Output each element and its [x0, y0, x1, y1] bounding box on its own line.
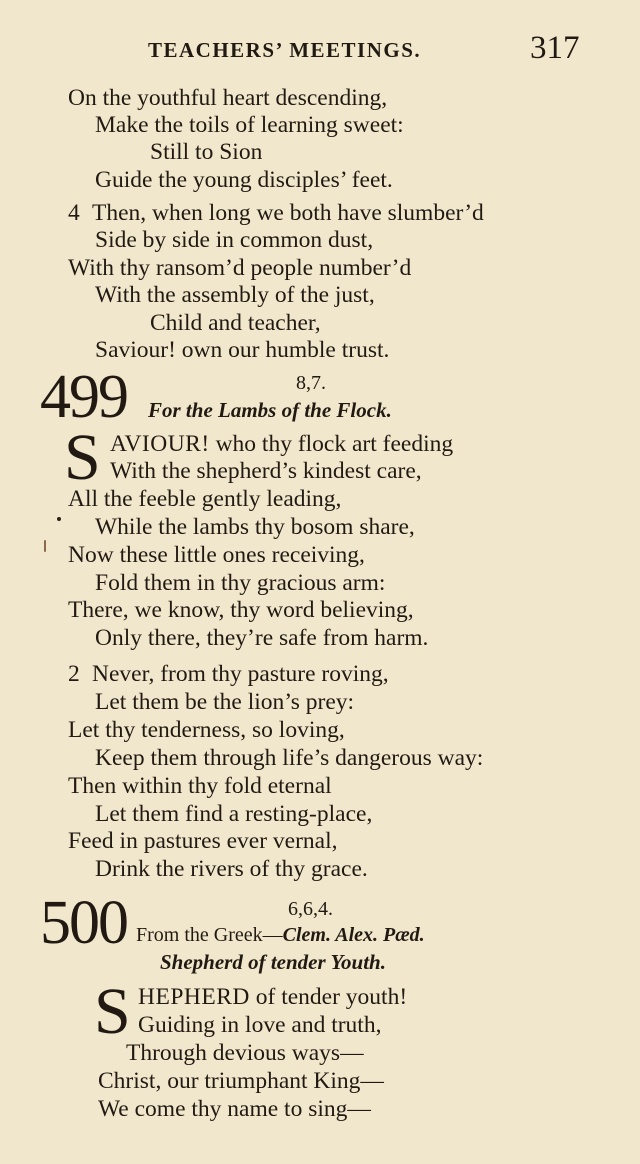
hymn-line: Christ, our triumphant King— — [98, 1068, 384, 1094]
verse-4-first-line — [68, 199, 484, 227]
page-header — [0, 30, 640, 70]
source-prefix: From the Greek— — [136, 924, 283, 946]
hymn-line: All the feeble gently leading, — [68, 486, 342, 512]
source-author: Clem. Alex. Pæd. — [282, 924, 425, 946]
first-word: HEPHERD — [138, 984, 250, 1010]
hymn-line: Then within thy fold eternal — [68, 773, 332, 799]
hymn-line: Make the toils of learning sweet: — [95, 112, 404, 138]
first-line-rest: who thy flock art feeding — [215, 431, 454, 457]
ink-speck — [44, 540, 46, 552]
hymn-line-text: Then, when long we both have slumber’d — [92, 200, 484, 226]
hymn-number: 500 — [40, 889, 127, 957]
hymn-number: 499 — [40, 363, 127, 431]
hymn-line: Child and teacher, — [150, 310, 321, 336]
first-word: AVIOUR! — [110, 431, 210, 457]
verse-number: 4 — [68, 200, 80, 226]
hymn-line-text: Never, from thy pasture roving, — [92, 661, 389, 687]
hymn-line: Let them find a resting-place, — [95, 801, 373, 827]
hymn-line: With the assembly of the just, — [95, 282, 375, 308]
hymn-line: Keep them through life’s dangerous way: — [95, 745, 484, 771]
hymn-line: Fold them in thy gracious arm: — [95, 570, 386, 596]
verse-2-first-line — [68, 660, 389, 688]
verse-number: 2 — [68, 661, 80, 687]
hymn-line: While the lambs thy bosom share, — [95, 514, 415, 540]
hymn-line: Now these little ones receiving, — [68, 542, 365, 568]
hymn-line: Guiding in love and truth, — [138, 1012, 382, 1038]
hymn-line: There, we know, thy word believing, — [68, 597, 414, 623]
hymn-source — [136, 924, 425, 947]
hymn-line: With the shepherd’s kindest care, — [110, 458, 422, 484]
first-line-rest: of tender youth! — [255, 984, 408, 1010]
hymn-line: Saviour! own our humble trust. — [95, 337, 390, 363]
hymn-title: For the Lambs of the Flock. — [148, 398, 392, 422]
drop-cap: S — [94, 975, 131, 1048]
hymn-line: We come thy name to sing— — [98, 1096, 371, 1122]
drop-cap: S — [64, 421, 101, 494]
hymn-meter: 6,6,4. — [288, 898, 333, 920]
hymn-first-line — [138, 983, 407, 1011]
hymn-line: Only there, they’re safe from harm. — [95, 625, 429, 651]
hymn-line: Through devious ways— — [126, 1040, 364, 1066]
page-number: 317 — [530, 30, 580, 66]
hymn-line: Guide the young disciples’ feet. — [95, 167, 393, 193]
hymn-line: Side by side in common dust, — [95, 227, 374, 253]
hymn-line: With thy ransom’d people number’d — [68, 255, 412, 281]
hymn-line: Let them be the lion’s prey: — [95, 689, 355, 715]
hymn-line: Still to Sion — [150, 139, 263, 165]
hymn-first-line — [110, 430, 453, 458]
ink-speck — [57, 517, 61, 521]
hymn-line: Let thy tenderness, so loving, — [68, 717, 345, 743]
hymn-line: On the youthful heart descending, — [68, 85, 388, 111]
hymn-title: Shepherd of tender Youth. — [160, 950, 386, 974]
hymn-line: Feed in pastures ever vernal, — [68, 828, 338, 854]
running-title: TEACHERS’ MEETINGS. — [148, 38, 422, 62]
hymn-line: Drink the rivers of thy grace. — [95, 856, 368, 882]
hymn-meter: 8,7. — [296, 372, 326, 394]
